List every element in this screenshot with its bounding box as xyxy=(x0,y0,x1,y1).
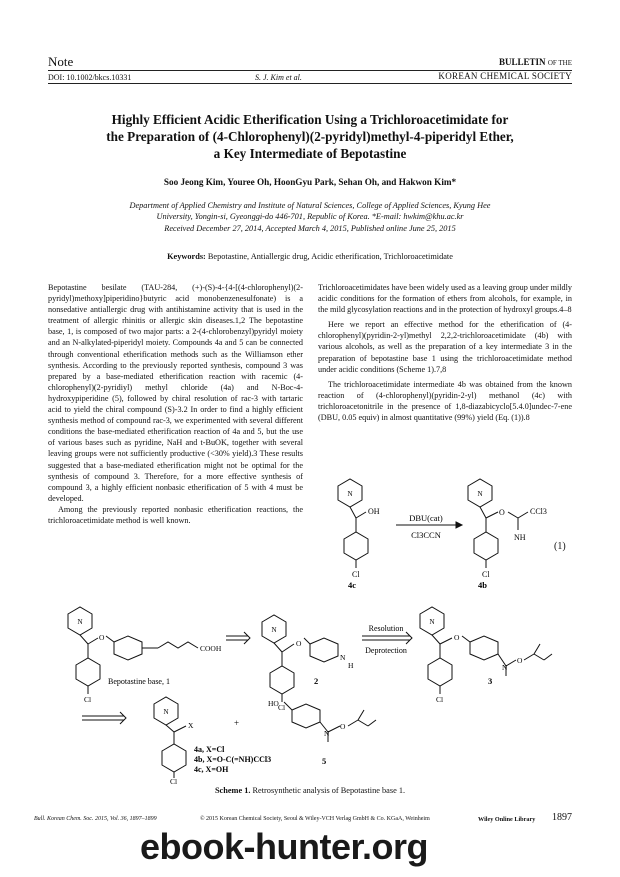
footer-copyright: © 2015 Korean Chemical Society, Seoul & Wiley-VCH Verlag GmbH & Co. KGaA, Weinheim xyxy=(200,816,430,822)
atom-label: CCl3 xyxy=(530,507,547,516)
compound-label-3: 3 xyxy=(488,676,493,686)
paragraph: Trichloroacetimidates have been widely used as a leaving group under mildly acidic conditions for the formation of ethers from alcohols, for example, in the mild glycosylation reactions and in the protection of hydroxyl groups.4–8 xyxy=(318,283,572,315)
keywords: Keywords: Bepotastine, Antiallergic drug, Acidic etherification, Trichloroacetimidate xyxy=(167,252,453,261)
compound-label-5: 5 xyxy=(322,756,327,766)
running-authors: S. J. Kim et al. xyxy=(255,73,302,82)
atom-label: Cl xyxy=(352,570,360,579)
atom-label: N xyxy=(163,708,169,716)
atom-label: O xyxy=(517,656,523,665)
equation-number: (1) xyxy=(554,541,566,552)
atom-label: O xyxy=(296,639,302,648)
atom-label: O xyxy=(499,508,505,517)
reagent-deprotection: Deprotection xyxy=(365,646,407,655)
scheme-1-graphic xyxy=(48,598,572,784)
compound-label-2: 2 xyxy=(314,676,319,686)
author-list: Soo Jeong Kim, Youree Oh, HoonGyu Park, Sehan Oh, and Hakwon Kim* xyxy=(163,177,457,187)
atom-label: Cl xyxy=(84,695,92,704)
compound-label-4b: 4b xyxy=(478,580,487,590)
atom-label: O xyxy=(340,722,346,731)
atom-label: Cl xyxy=(436,695,444,704)
atom-label: N xyxy=(429,618,435,626)
header-rule-bottom xyxy=(48,83,572,84)
page-number: 1897 xyxy=(552,812,572,823)
paper-title: Highly Efficient Acidic Etherification Using a Trichloroacetimidate for the Preparation of (4-Chlorophenyl)(2-pyridyl)methyl-4-piperidyl Ether, a Key Intermediate of Bepotastine xyxy=(106,112,514,161)
atom-label: N xyxy=(324,729,330,738)
body-column-left xyxy=(48,282,303,526)
paragraph: The trichloroacetimidate intermediate 4b was obtained from the known reaction of (4-chlorophenyl)(pyridin-2-yl) methanol (4c) with trichloroacetonitrile in the presence of 1,8-diazabicyclo[5.4.0]undec-7-ene (DBU, 0.05 equiv) in almost quantitative (99%) yield (Eq. (1)).8 xyxy=(318,379,572,423)
atom-label: X xyxy=(188,721,194,730)
reagent-top: DBU(cat) xyxy=(409,513,443,523)
journal-name-line2: KOREAN CHEMICAL SOCIETY xyxy=(438,71,572,81)
compound-label-4c: 4c, X=OH xyxy=(194,765,229,774)
compound-label-4a: 4a, X=Cl xyxy=(194,745,225,754)
paragraph: Among the previously reported nonbasic etherification reactions, the trichloroacetimidate method is well known. xyxy=(48,504,303,525)
atom-label: Cl xyxy=(482,570,490,579)
footer-citation: Bull. Korean Chem. Soc. 2015, Vol. 36, 1897–1899 xyxy=(34,816,157,822)
reagent-bottom: Cl3CCN xyxy=(411,530,441,540)
atom-label: N xyxy=(347,490,353,498)
atom-label: N xyxy=(340,653,346,662)
atom-label: H xyxy=(348,661,354,670)
paragraph: Bepotastine besilate (TAU-284, (+)-(S)-4-{4-[(4-chlorophenyl)(2-pyridyl)methoxy]piperidino}butyric acid monobenzenesulfonate) is a nonsedative antiallergic drug with antihistamine activity that is used in the treatment of allergic rhinitis or allergic skin diseases.1,2 The bepotastine base, 1, is composed of two major parts: a 2-(4-chlorobenzyl)pyridyl moiety and an N-alkylated-piperidyl moiety. Compounds 4a and 5 can be connected through conventional etherification methods such as the Williamson ether synthesis. According to the previously reported synthesis, compound 3 was prepared by a base-mediated etherification reaction with racemic (4-chlorophenyl)(2-pyridiyl) methyl chloride (4a) and N-Boc-4-hydroxypiperidine (5), followed by chiral resolution of rac-3 with tartaric acid to yield the chiral compound (S)-3.2 In order to find a highly efficient synthesis method of compound rac-3, we experimented with several different conditions the base-mediated etherification reaction of 4a and 5, but the use of various bases such as pyridine, NaH and t-BuOK, together with several leaving groups were not sufficiently productive (<30% yield).3 These results suggested that a base-mediated etherification might not be optimal for the synthesis of compound 3. Therefore, for a more effective synthesis of compound 3, a highly efficient nonbasic etherification of 5 with 4 must be developed. xyxy=(48,283,303,503)
atom-label: O xyxy=(99,633,105,642)
journal-name-line1: BULLETIN OF THE xyxy=(499,57,572,67)
atom-label: HO xyxy=(268,699,279,708)
equation-1-graphic xyxy=(318,478,572,590)
watermark: ebook-hunter.org xyxy=(140,826,428,867)
atom-label: Cl xyxy=(170,777,178,784)
body-column-right xyxy=(318,282,572,423)
section-label: Note xyxy=(48,54,74,69)
compound-label-4c: 4c xyxy=(348,580,357,590)
compound-label-1: Bepotastine base, 1 xyxy=(108,677,170,686)
scheme-caption: Scheme 1. Retrosynthetic analysis of Bepotastine base 1. xyxy=(214,786,406,795)
atom-label: Cl xyxy=(278,703,286,712)
affiliation: Department of Applied Chemistry and Institute of Natural Sciences, College of Applied Sciences, Kyung Hee University, Yongin-si, Gyeonggi-do 446-701, Republic of Korea. *E-mail: hwkim@khu.ac.kr Received December 27, 2014, Accepted March 4, 2015, Published online June 25, 2015 xyxy=(129,201,491,233)
atom-label: COOH xyxy=(200,644,222,653)
atom-label: N xyxy=(271,626,277,634)
atom-label: N xyxy=(502,663,508,672)
atom-label: OH xyxy=(368,507,380,516)
atom-label: N xyxy=(77,618,83,626)
atom-label: NH xyxy=(514,533,526,542)
atom-label: O xyxy=(454,633,460,642)
footer-wiley-link[interactable]: Wiley Online Library xyxy=(478,816,536,823)
reagent-resolution: Resolution xyxy=(368,624,404,633)
doi[interactable]: DOI: 10.1002/bkcs.10331 xyxy=(48,73,132,82)
atom-label: N xyxy=(477,490,483,498)
compound-label-4b: 4b, X=O-C(=NH)CCl3 xyxy=(194,755,272,764)
plus-sign: + xyxy=(234,718,240,728)
paragraph: Here we report an effective method for the etherification of (4-chlorophenyl)(pyridin-2-yl)methyl 2,2,2-trichloroacetimidate (4b) with various alcohols, as well as the preparation of a key intermediate 3 in the preparation of bepotastine base 1 using the trichloroacetimidate method under acidic conditions (Scheme 1).7,8 xyxy=(318,320,572,374)
